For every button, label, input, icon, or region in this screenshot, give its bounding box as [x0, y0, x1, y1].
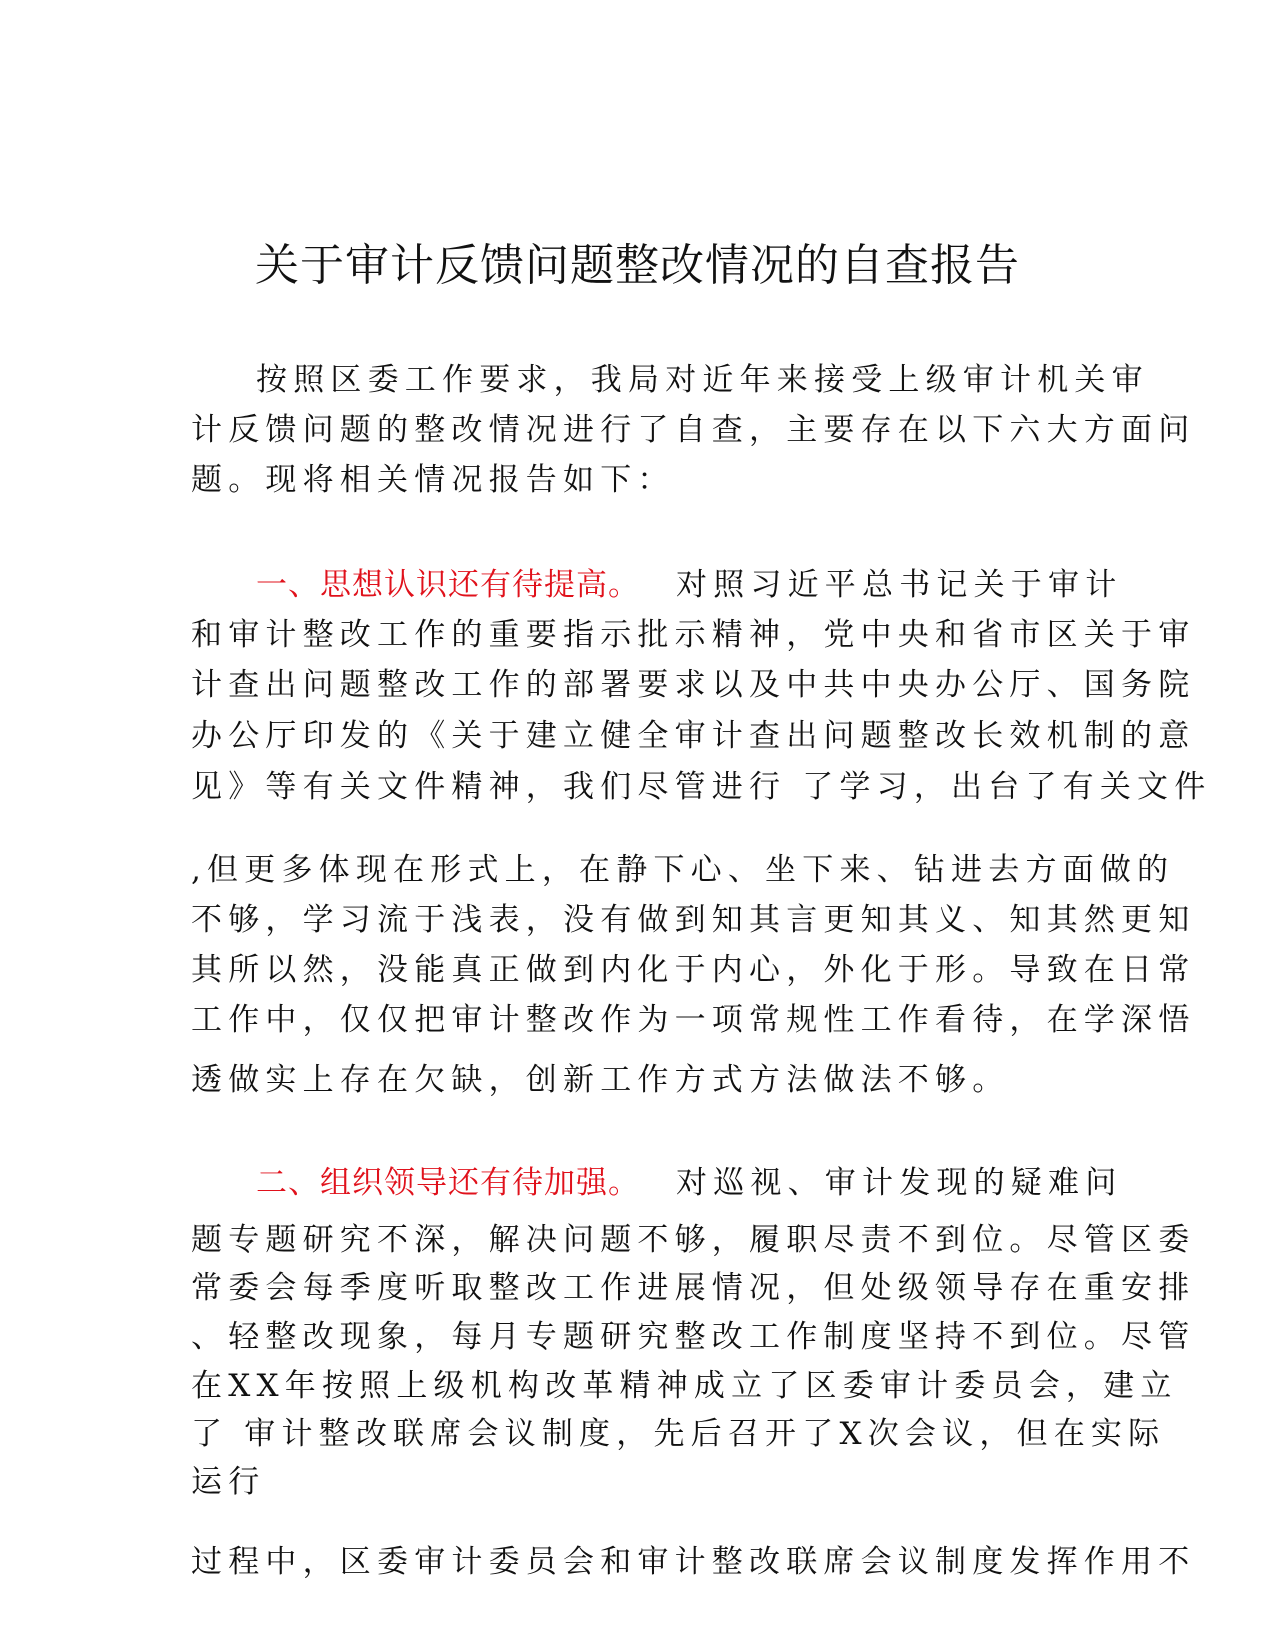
section1-line: 其所以然，没能真正做到内化于内心，外化于形。导致在日常 — [191, 952, 1196, 988]
section1-line: 计查出问题整改工作的部署要求以及中共中央办公厅、国务院 — [191, 667, 1196, 703]
document-title: 关于审计反馈问题整改情况的自查报告 — [255, 240, 1020, 291]
section2-heading: 二、组织领导还有待加强。 — [256, 1165, 640, 1201]
section2-line: 、轻整改现象，每月专题研究整改工作制度坚持不到位。尽管 — [191, 1319, 1196, 1355]
section2-line: 过程中，区委审计委员会和审计整改联席会议制度发挥作用不 — [191, 1544, 1196, 1580]
section1-line: ,但更多体现在形式上，在静下心、坐下来、钻进去方面做的 — [191, 852, 1175, 888]
section1-line: 和审计整改工作的重要指示批示精神，党中央和省市区关于审 — [191, 617, 1196, 653]
section2-line: 常委会每季度听取整改工作进展情况，但处级领导存在重安排 — [191, 1270, 1196, 1306]
section1-line: 办公厅印发的《关于建立健全审计查出问题整改长效机制的意 — [191, 718, 1196, 754]
intro-line-3: 题。现将相关情况报告如下： — [191, 462, 675, 498]
section1-heading: 一、思想认识还有待提高。 — [256, 567, 640, 603]
intro-line-2: 计反馈问题的整改情况进行了自查，主要存在以下六大方面问 — [191, 412, 1196, 448]
intro-line-1: 按照区委工作要求，我局对近年来接受上级审计机关审 — [256, 362, 1149, 398]
section2-line: 在XX年按照上级机构改革精神成立了区委审计委员会，建立 — [191, 1368, 1178, 1404]
section1-line: 透做实上存在欠缺，创新工作方式方法做法不够。 — [191, 1062, 1010, 1098]
section1-line: 见》等有关文件精神，我们尽管进行 了学习，出台了有关文件 — [191, 769, 1212, 805]
section1-first-line-text: 对照习近平总书记关于审计 — [676, 567, 1123, 603]
section2-first-line-text: 对巡视、审计发现的疑难问 — [676, 1165, 1123, 1201]
section2-line: 运行 — [191, 1464, 266, 1500]
section2-line: 题专题研究不深，解决问题不够，履职尽责不到位。尽管区委 — [191, 1222, 1196, 1258]
section2-first-line — [256, 1163, 1122, 1203]
section1-line: 工作中，仅仅把审计整改作为一项常规性工作看待，在学深悟 — [191, 1002, 1196, 1038]
section1-first-line — [256, 565, 1122, 605]
section2-line: 了 审计整改联席会议制度，先后召开了X次会议，但在实际 — [191, 1416, 1166, 1452]
section1-line: 不够，学习流于浅表，没有做到知其言更知其义、知其然更知 — [191, 902, 1196, 938]
